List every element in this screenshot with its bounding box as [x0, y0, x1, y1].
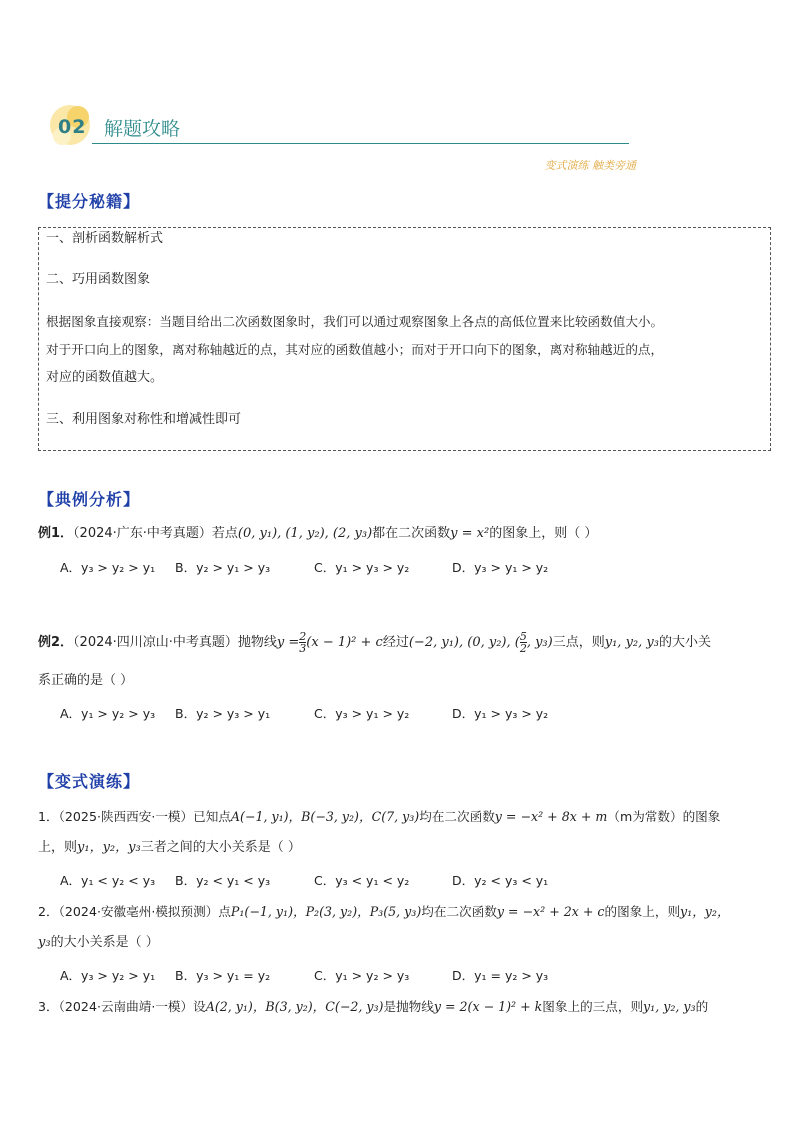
- question-1-option-c: C．y₃ < y₁ < y₂: [314, 873, 410, 888]
- question-2-option-d: D．y₁ = y₂ > y₃: [452, 968, 549, 983]
- tip-line: 一、剖析函数解析式: [46, 231, 164, 246]
- section-divider: [92, 143, 629, 144]
- question-1: 1．（2025·陕西西安·一模）已知点A(−1, y₁)，B(−3, y₂)，C(7, y₃)均在二次函数y = −x² + 8x + m（m为常数）的图象: [38, 809, 721, 824]
- example-2-question-cont: 系正确的是（ ）: [38, 673, 134, 688]
- section-title: 解题攻略: [104, 118, 181, 140]
- example-2-option-c: C．y₃ > y₁ > y₂: [314, 706, 410, 721]
- tip-line: 对于开口向上的图象，离对称轴越近的点，其对应的函数值越小；而对于开口向下的图象，离对称轴越近的点，: [46, 342, 664, 357]
- practice-header: 【变式演练】: [38, 772, 141, 791]
- example-2-option-b: B．y₂ > y₃ > y₁: [175, 706, 271, 721]
- question-2-option-a: A．y₃ > y₂ > y₁: [60, 968, 156, 983]
- examples-header: 【典例分析】: [38, 490, 141, 509]
- section-subtitle: 变式演练 触类旁通: [544, 159, 636, 172]
- example-2-option-d: D．y₁ > y₃ > y₂: [452, 706, 549, 721]
- example-1-question: 例1．（2024·广东·中考真题）若点(0, y₁), (1, y₂), (2, y₃)都在二次函数y = x²的图象上，则（ ）: [38, 526, 598, 541]
- question-2-cont: y₃的大小关系是（ ）: [38, 935, 159, 950]
- section-number: 02: [58, 116, 87, 138]
- tip-line: 三、利用图象对称性和增减性即可: [46, 412, 242, 427]
- question-1-option-b: B．y₂ < y₁ < y₃: [175, 873, 271, 888]
- example-1-option-a: A．y₃ > y₂ > y₁: [60, 560, 156, 575]
- example-1-option-b: B．y₂ > y₁ > y₃: [175, 560, 271, 575]
- example-2-option-a: A．y₁ > y₂ > y₃: [60, 706, 156, 721]
- question-2: 2．（2024·安徽亳州·模拟预测）点P₁(−1, y₁)，P₂(3, y₂)，P₃(5, y₃)均在二次函数y = −x² + 2x + c的图象上，则y₁，y₂，: [38, 904, 730, 919]
- question-1-option-a: A．y₁ < y₂ < y₃: [60, 873, 156, 888]
- question-2-option-b: B．y₃ > y₁ = y₂: [175, 968, 271, 983]
- example-1-option-c: C．y₁ > y₃ > y₂: [314, 560, 410, 575]
- tip-line: 对应的函数值越大。: [46, 370, 164, 385]
- tip-line: 根据图象直接观察：当题目给出二次函数图象时，我们可以通过观察图象上各点的高低位置来比较函数值大小。: [46, 314, 664, 329]
- example-2-question: 例2．（2024·四川凉山·中考真题）抛物线y = $\frac{2}{3}$ (x − 1)² + c经过(−2, y₁), (0, y₂), ( $\frac{5}{2}$ , y₃)三点，则y₁, y₂, y₃的大小关: [38, 630, 711, 655]
- example-1-option-d: D．y₃ > y₁ > y₂: [452, 560, 549, 575]
- question-1-cont: 上，则y₁，y₂，y₃三者之间的大小关系是（ ）: [38, 840, 301, 855]
- tip-line: 二、巧用函数图象: [46, 272, 151, 287]
- question-3: 3．（2024·云南曲靖·一模）设A(2, y₁)，B(3, y₂)，C(−2, y₃)是抛物线y = 2(x − 1)² + k图象上的三点，则y₁, y₂, y₃的: [38, 999, 709, 1014]
- question-2-option-c: C．y₁ > y₂ > y₃: [314, 968, 410, 983]
- question-1-option-d: D．y₂ < y₃ < y₁: [452, 873, 549, 888]
- tips-header: 【提分秘籍】: [38, 192, 141, 211]
